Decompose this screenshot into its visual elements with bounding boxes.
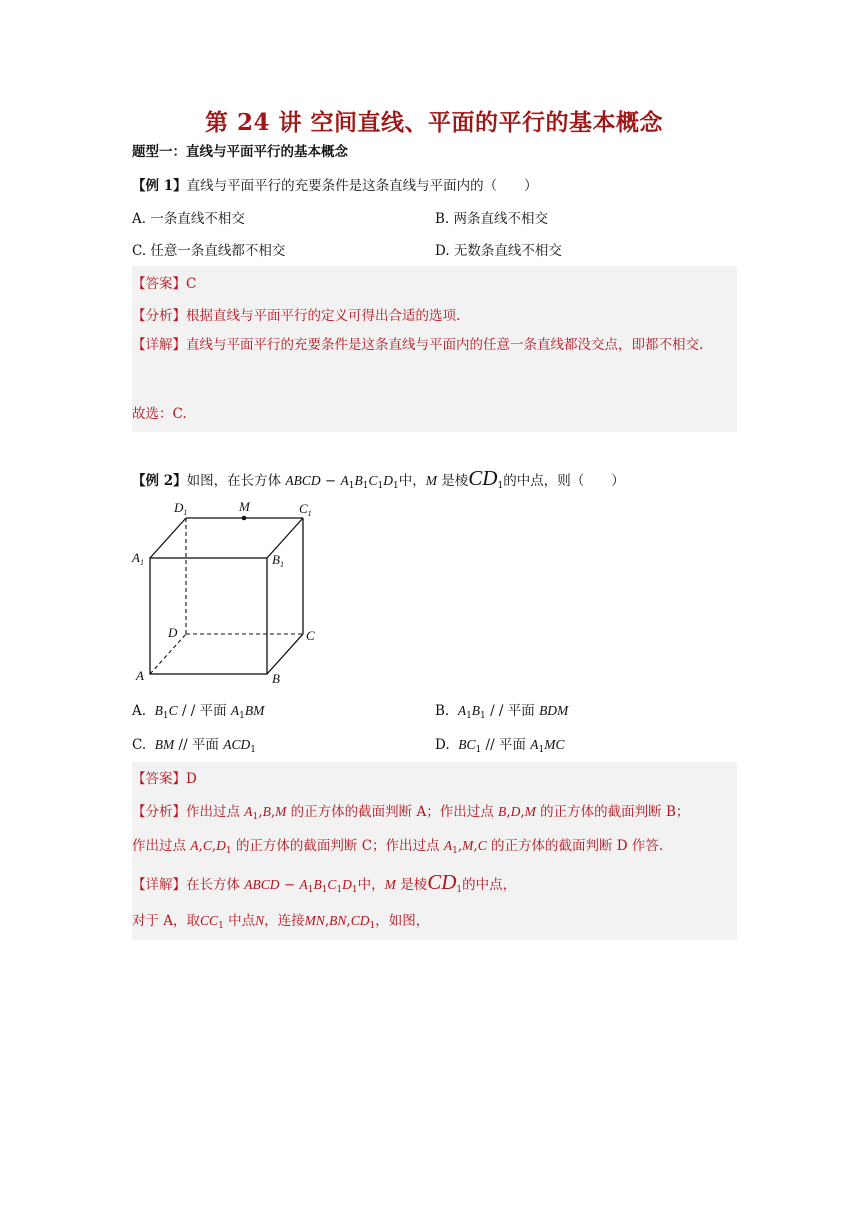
label-d: D	[168, 625, 178, 640]
example1-option-b: B. 两条直线不相交	[435, 211, 549, 227]
example2-analysis-line2: 作出过点 $A,C,D_1$ 的正方体的截面判断 C；作出过点 $A_1,M,C$ 的正方体的截面判断 D 作答.	[132, 838, 664, 856]
label-b1: $B_1$	[272, 552, 284, 569]
edge-b-c	[267, 634, 303, 674]
example2-last-line: 对于 A，取$CC_1$ 中点N，连接$MN,BN,CD_1$，如图，	[132, 913, 430, 931]
hidden-edge-a-d	[150, 634, 186, 674]
answer-label: 【答案】	[132, 276, 186, 292]
detail-text: 直线与平面平行的充要条件是这条直线与平面内的任意一条直线都没交点，即都不相交.	[186, 337, 704, 353]
example2-question: 【例 2】如图，在长方体 ABCD − $A_1B_1C_1D_1$中，M 是棱$CD_1$的中点，则（ ）	[132, 466, 625, 491]
example2-q-text4: 的中点，则（ ）	[503, 473, 625, 489]
point-m	[242, 516, 247, 521]
edge-a1-d1	[150, 518, 186, 558]
example1-tag: 【例 1】	[132, 178, 187, 194]
answer-value: C	[186, 276, 197, 292]
cuboid-figure	[128, 496, 328, 691]
page-title: 第 24 讲 空间直线、平面的平行的基本概念	[204, 109, 664, 136]
example2-detail: 【详解】在长方体 ABCD − $A_1B_1C_1D_1$中，M 是棱$CD_1$的中点，	[132, 870, 517, 895]
example2-q-text3: 是棱	[441, 473, 469, 489]
example1-question-text: 直线与平面平行的充要条件是这条直线与平面内的（ ）	[186, 178, 538, 194]
label-a1: $A_1$	[132, 550, 144, 567]
label-d1: $D_1$	[174, 500, 188, 517]
example2-option-d: D. $BC_1$ // 平面 $A_1MC$	[435, 737, 565, 755]
example1-answer	[132, 272, 196, 292]
example2-option-b: B. $A_1B_1$ / / 平面 BDM	[435, 703, 569, 721]
label-a: A	[136, 668, 144, 683]
example2-q-text2: 中，	[398, 473, 426, 489]
example1-choose: 故选：C.	[132, 406, 187, 422]
label-m: M	[239, 499, 250, 514]
analysis-label: 【分析】	[132, 308, 186, 324]
label-c1: $C_1$	[299, 501, 312, 518]
example1-analysis	[132, 304, 460, 324]
analysis-text: 根据直线与平面平行的定义可得出合适的选项.	[186, 308, 461, 324]
example1-option-a: A. 一条直线不相交	[132, 211, 245, 227]
section-heading: 题型一：直线与平面平行的基本概念	[132, 144, 348, 160]
example1-question	[132, 174, 538, 194]
label-c: C	[306, 628, 315, 643]
detail-label: 【详解】	[132, 337, 186, 353]
example1-option-c: C. 任意一条直线都不相交	[132, 243, 286, 259]
example1-detail	[132, 330, 737, 360]
example2-analysis-line1: 【分析】作出过点 $A_1,B,M$ 的正方体的截面判断 A；作出过点 B,D,M 的正方体的截面判断 B；	[132, 804, 690, 822]
example2-tag: 【例 2】	[132, 473, 187, 489]
example2-option-c: C. BM // 平面 $ACD_1$	[132, 737, 256, 755]
example2-q-text1: 如图，在长方体	[186, 473, 282, 489]
example1-option-d: D. 无数条直线不相交	[435, 243, 562, 259]
example2-option-a: A. $B_1C$ / / 平面 $A_1BM$	[132, 703, 265, 721]
example2-answer: 【答案】D	[132, 771, 197, 787]
label-b: B	[272, 671, 280, 686]
front-face	[150, 558, 267, 674]
